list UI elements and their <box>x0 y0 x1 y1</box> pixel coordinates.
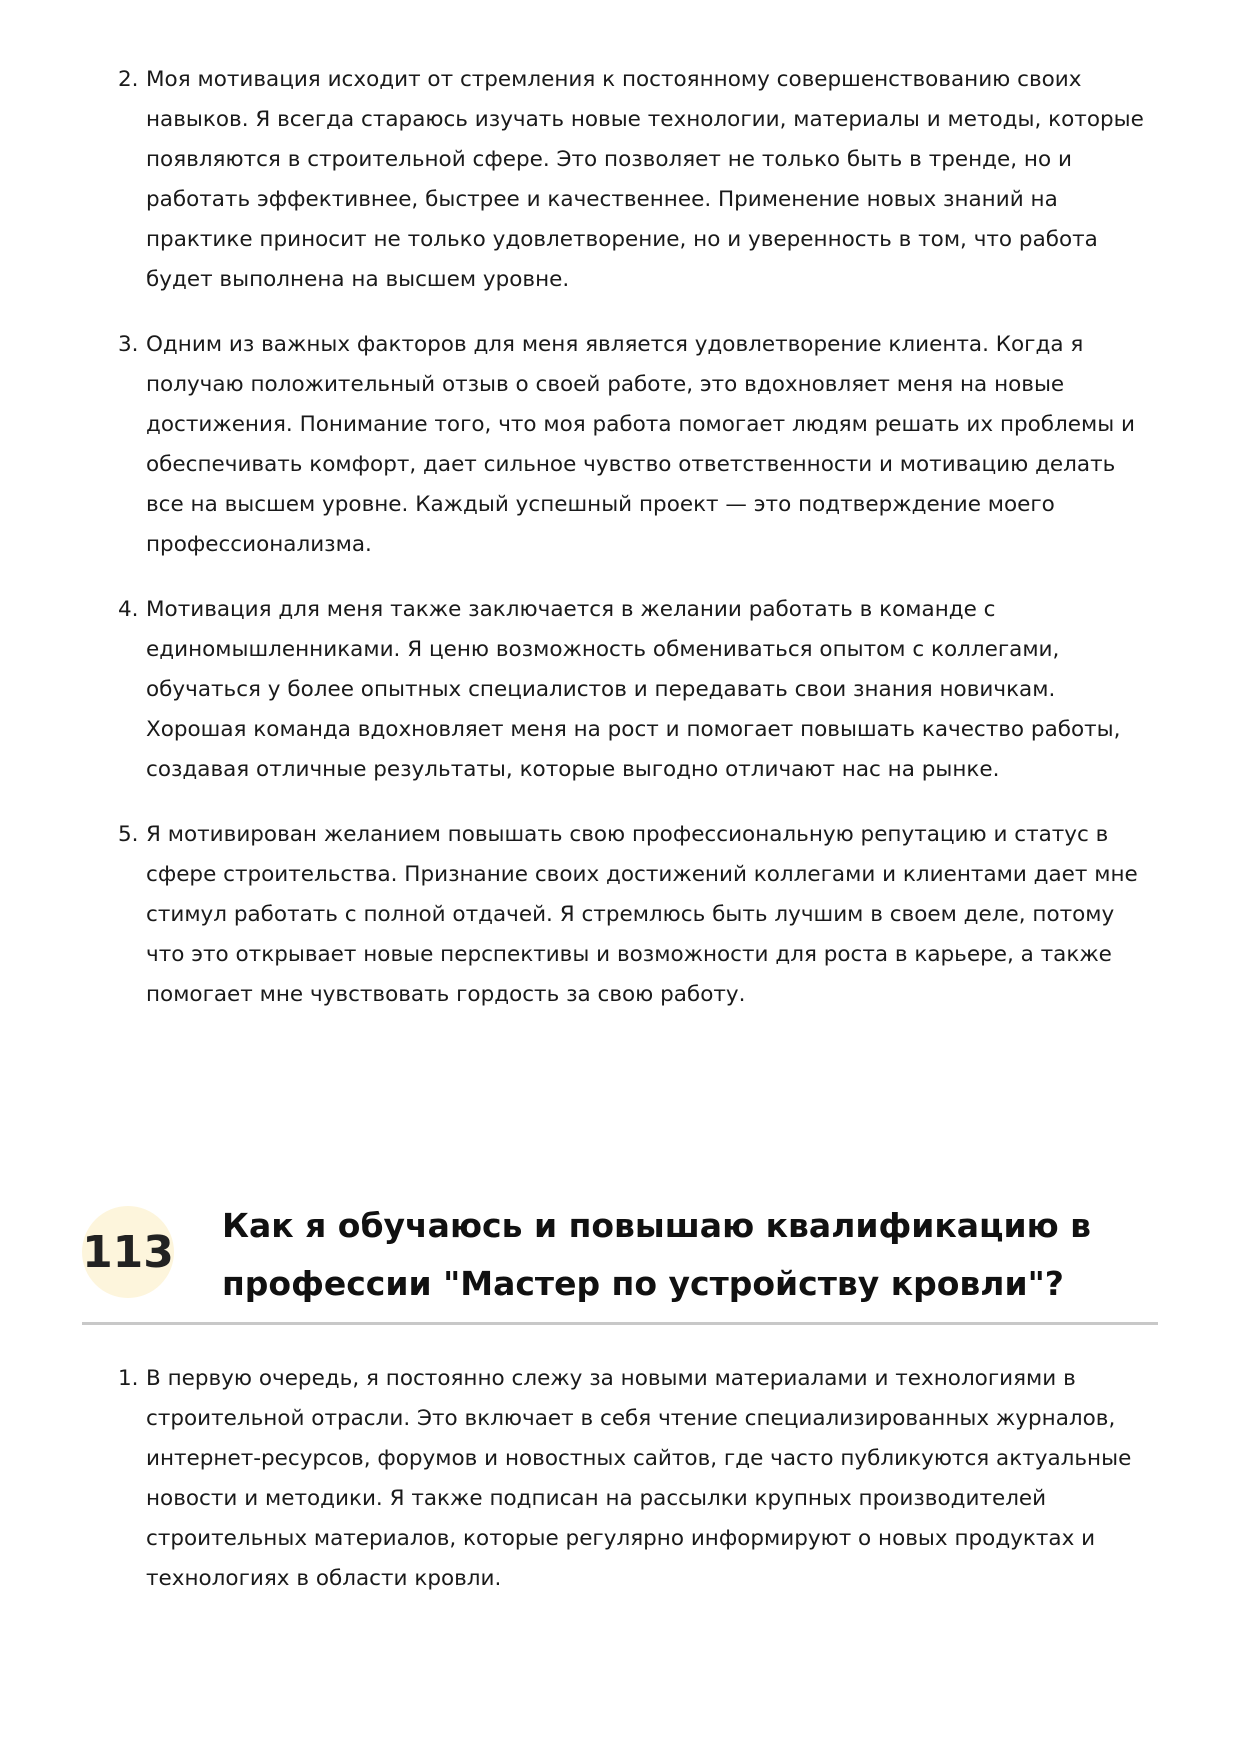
list-item <box>118 1359 1158 1599</box>
list-item-number: 4. <box>118 597 139 622</box>
list-item-text: В первую очередь, я постоянно слежу за новыми материалами и технологиями в строительной отрасли. Это включает в себя чтение специализированных журналов, интернет-ресурсов, форумов и новостных сайтов, где часто публикуются актуальные новости и методики. Я также подписан на рассылки крупных производителей строительных материалов, которые регулярно информируют о новых продуктах и технологиях в области кровли. <box>146 1366 1132 1591</box>
section-title: Как я обучаюсь и повышаю квалификацию в профессии "Мастер по устройству кровли"? <box>222 1206 1092 1303</box>
list-item-number: 1. <box>118 1366 139 1391</box>
list-item-number: 3. <box>118 332 139 357</box>
list-item-text: Моя мотивация исходит от стремления к постоянному совершенствованию своих навыков. Я всегда стараюсь изучать новые технологии, материалы и методы, которые появляются в строительной сфере. Это позволяет не только быть в тренде, но и работать эффективнее, быстрее и качественнее. Применение новых знаний на практике приносит не только удовлетворение, но и уверенность в том, что работа будет выполнена на высшем уровне. <box>146 67 1144 292</box>
motivation-list <box>118 60 1158 1040</box>
list-item <box>118 590 1158 790</box>
list-item-text: Мотивация для меня также заключается в желании работать в команде с единомышленниками. Я ценю возможность обмениваться опытом с коллегами, обучаться у более опытных специалистов и передавать свои знания новичкам. Хорошая команда вдохновляет меня на рост и помогает повышать качество работы, создавая отличные результаты, которые выгодно отличают нас на рынке. <box>146 597 1121 782</box>
learning-list <box>118 1359 1158 1624</box>
list-item-text: Одним из важных факторов для меня является удовлетворение клиента. Когда я получаю положительный отзыв о своей работе, это вдохновляет меня на новые достижения. Понимание того, что моя работа помогает людям решать их проблемы и обеспечивать комфорт, дает сильное чувство ответственности и мотивацию делать все на высшем уровне. Каждый успешный проект — это подтверждение моего профессионализма. <box>146 332 1136 557</box>
list-item <box>118 60 1158 300</box>
list-item-text: Я мотивирован желанием повышать свою профессиональную репутацию и статус в сфере строительства. Признание своих достижений коллегами и клиентами дает мне стимул работать с полной отдачей. Я стремлюсь быть лучшим в своем деле, потому что это открывает новые перспективы и возможности для роста в карьере, а также помогает мне чувствовать гордость за свою работу. <box>146 822 1138 1007</box>
list-item <box>118 815 1158 1015</box>
list-item-number: 5. <box>118 822 139 847</box>
section-number-badge: 113 <box>82 1206 174 1298</box>
list-item <box>118 325 1158 565</box>
list-item-number: 2. <box>118 67 139 92</box>
section-header <box>82 1185 1158 1325</box>
